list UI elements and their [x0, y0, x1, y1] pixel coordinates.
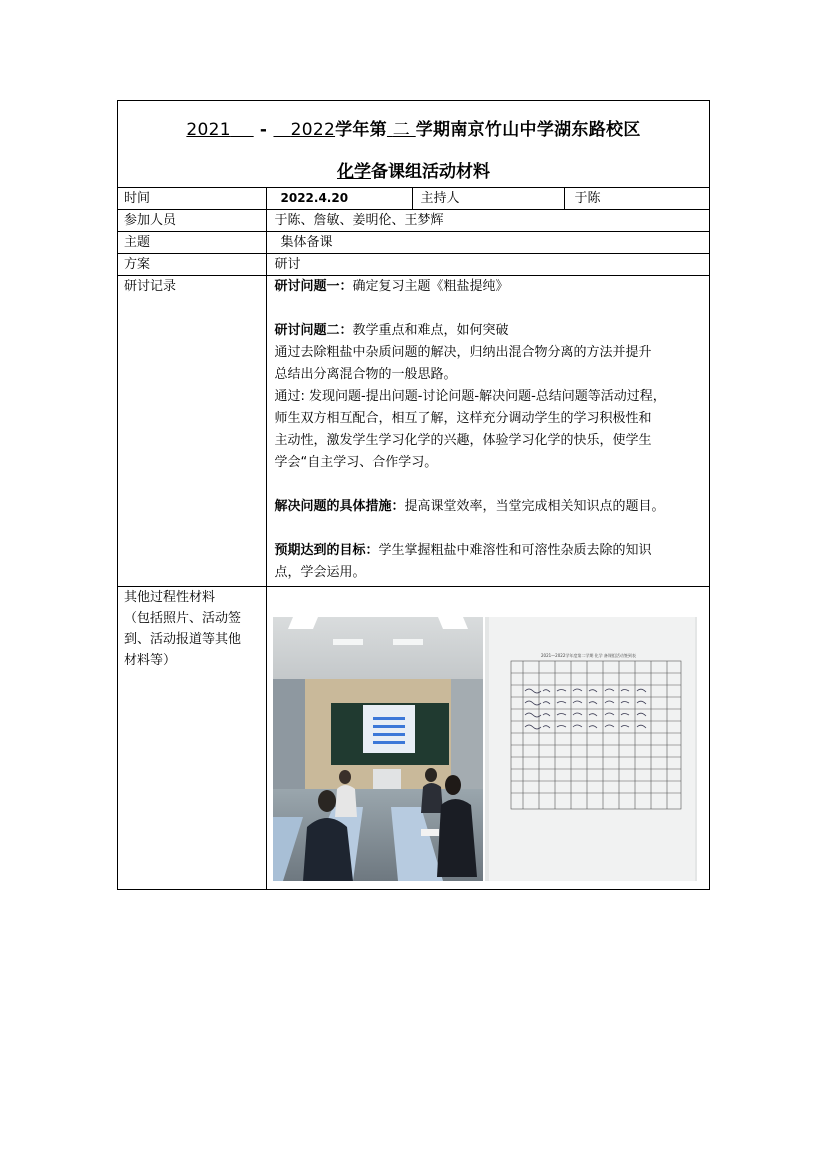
q2-paragraph: [275, 320, 704, 342]
q2-line-7: 学会“自主学习、合作学习。: [274, 455, 438, 470]
signin-sheet-image: [485, 617, 697, 881]
row-other: [118, 587, 709, 890]
document-sheet: [117, 100, 710, 890]
title-year-end: 2022: [290, 120, 336, 140]
title-semester: 二: [392, 120, 410, 140]
host-label: 主持人: [412, 188, 564, 210]
photos-cell: [266, 587, 709, 890]
other-label-line-2: （包括照片、活动签: [124, 611, 242, 626]
host-value: 于陈: [564, 188, 709, 210]
q2-label: 研讨问题二：: [274, 323, 353, 338]
record-label: 研讨记录: [118, 276, 266, 587]
q4-line-2: 点，学会运用。: [274, 565, 366, 580]
other-label: [118, 587, 266, 890]
row-time: [118, 188, 709, 210]
q2-line-5: 师生双方相互配合，相互了解，这样充分调动学生的学习积极性和: [274, 411, 652, 426]
q2-line-2: 通过去除粗盐中杂质问题的解决，归纳出混合物分离的方法并提升: [274, 345, 652, 360]
row-participants: [118, 210, 709, 232]
title-line-1: [118, 115, 709, 140]
participants-label: 参加人员: [118, 210, 266, 232]
q2-text: 教学重点和难点，如何突破: [352, 323, 509, 338]
info-table: [118, 188, 709, 889]
title-rest: 备课组活动材料: [371, 162, 490, 182]
title-block: [118, 101, 709, 188]
q1-label: 研讨问题一：: [274, 279, 353, 294]
participants-value: 于陈、詹敏、姜明伦、王梦辉: [266, 210, 709, 232]
topic-label: 主题: [118, 232, 266, 254]
title-line-2: [118, 157, 709, 182]
q2-line-3: 总结出分离混合物的一般思路。: [274, 367, 457, 382]
q1-text: 确定复习主题《粗盐提纯》: [352, 279, 509, 294]
row-record: [118, 276, 709, 587]
q2-line-6: 主动性，激发学生学习化学的兴趣，体验学习化学的快乐，使学生: [274, 433, 652, 448]
topic-value: 集体备课: [266, 232, 709, 254]
q3-paragraph: [275, 496, 704, 518]
signin-sheet-title: 2021—2022学年度第二学期 化学 备课组活动签到表: [540, 653, 636, 658]
record-content: [266, 276, 709, 587]
row-plan: [118, 254, 709, 276]
q1-paragraph: [275, 276, 704, 298]
time-value: 2022.4.20: [266, 188, 412, 210]
q4-label: 预期达到的目标：: [274, 543, 379, 558]
q3-text: 提高课堂效率，当堂完成相关知识点的题目。: [404, 499, 665, 514]
title-mid1: 学年第: [335, 120, 387, 140]
title-year-start: 2021: [186, 120, 231, 140]
other-label-line-1: 其他过程性材料: [124, 590, 216, 605]
title-dash: -: [259, 120, 268, 140]
meeting-photo-image: [273, 617, 483, 881]
plan-value: 研讨: [266, 254, 709, 276]
row-topic: [118, 232, 709, 254]
signin-sheet-photo: [485, 617, 697, 881]
time-label: 时间: [118, 188, 266, 210]
title-mid2: 学期南京竹山中学湖东路校区: [415, 120, 641, 140]
title-subject: 化学: [337, 162, 371, 182]
plan-label: 方案: [118, 254, 266, 276]
q3-label: 解决问题的具体措施：: [274, 499, 405, 514]
q4-line-1: 学生掌握粗盐中难溶性和可溶性杂质去除的知识: [378, 543, 652, 558]
meeting-photo: [273, 617, 483, 881]
q4-paragraph: [275, 540, 704, 562]
other-label-line-4: 材料等）: [124, 653, 177, 668]
q2-line-4: 通过: 发现问题-提出问题-讨论问题-解决问题-总结问题等活动过程，: [274, 389, 666, 404]
other-label-line-3: 到、活动报道等其他: [124, 632, 242, 647]
